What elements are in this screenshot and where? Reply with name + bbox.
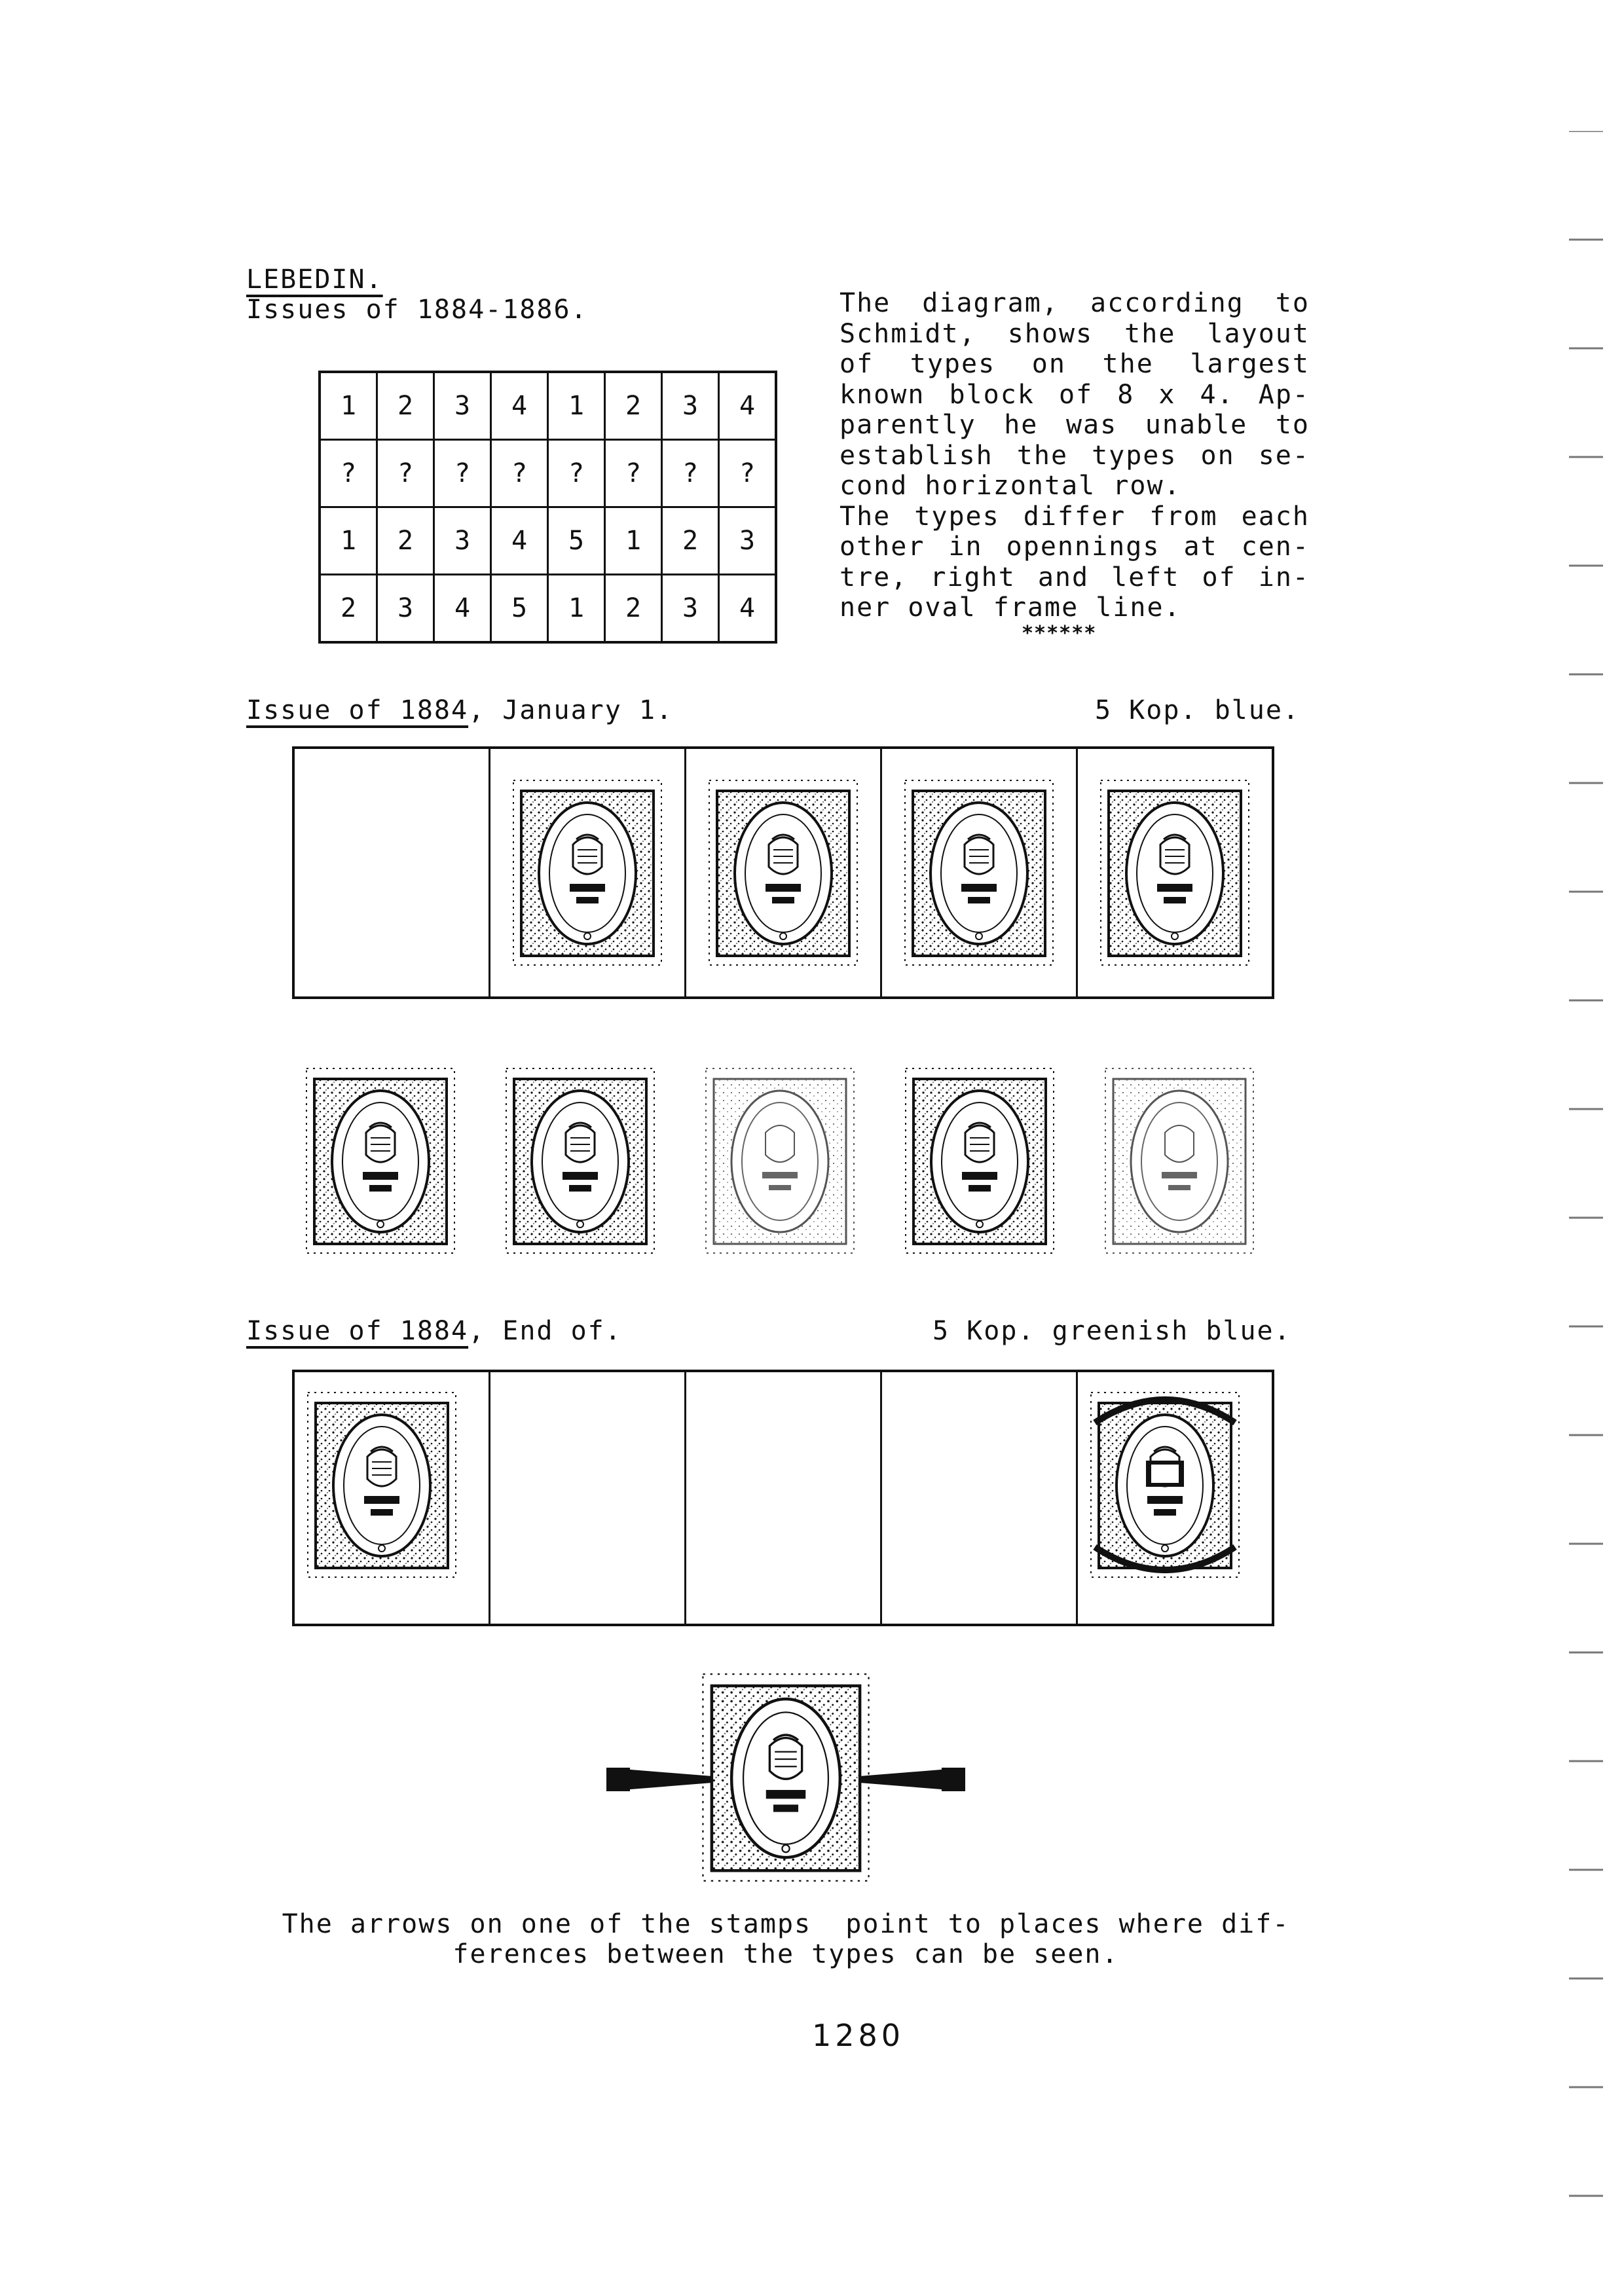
section-title: LEBEDIN. [246, 264, 383, 295]
grid-cell: 2 [662, 507, 719, 575]
notes-word: layout [1207, 318, 1310, 349]
notes-word: parently [840, 410, 976, 440]
stamp-slot [1078, 749, 1272, 996]
grid-cell: 4 [719, 575, 777, 643]
grid-cell: 3 [719, 507, 777, 575]
notes-word: according [1090, 288, 1244, 318]
empty-stamp-slot [490, 1372, 686, 1624]
notes-line [840, 380, 1310, 410]
caption-line-1: The arrows on one of the stamps point to places where dif- [282, 1909, 1290, 1939]
page-number: 1280 [812, 2018, 905, 2053]
notes-word: and [1037, 562, 1090, 592]
notes-word: he [1004, 410, 1039, 440]
notes-line [840, 349, 1310, 380]
grid-cell: 3 [377, 575, 434, 643]
grid-cell: ? [662, 440, 719, 507]
issue-2-heading-rest: , End of. [468, 1316, 622, 1346]
grid-cell: 3 [662, 575, 719, 643]
grid-cell: 2 [377, 372, 434, 440]
grid-cell: 1 [548, 372, 605, 440]
notes-word: was [1065, 410, 1118, 440]
notes-word: the [1124, 318, 1176, 349]
notes-line [840, 441, 1310, 471]
notes-word: left [1111, 562, 1180, 592]
stamp-slot [1078, 1372, 1272, 1624]
notes-word: block [949, 379, 1035, 410]
grid-cell: 4 [719, 372, 777, 440]
issue-2-heading [246, 1316, 622, 1346]
notes-word: cond horizontal row. [840, 471, 1181, 501]
notes-word: at [1183, 532, 1218, 562]
notes-word: Schmidt, [840, 318, 976, 349]
stamp-icon [299, 1059, 475, 1288]
grid-cell: 5 [491, 575, 548, 643]
notes-line [840, 410, 1310, 441]
issue-2-stamp-strip [292, 1370, 1274, 1626]
notes-word: other [840, 532, 925, 562]
grid-cell: ? [719, 440, 777, 507]
issue-1-heading-rest: , January 1. [468, 695, 674, 725]
notes-word: from [1149, 501, 1218, 532]
grid-cell: 4 [491, 507, 548, 575]
notes-word: unable [1145, 410, 1248, 440]
grid-cell: 4 [491, 372, 548, 440]
issue-1-heading-date: Issue of 1884 [246, 695, 469, 725]
grid-cell: 1 [605, 507, 662, 575]
notes-word: right [930, 562, 1016, 592]
stamp-icon [897, 771, 1061, 974]
stamp-icon [506, 771, 669, 974]
notes-word: types [1092, 440, 1177, 471]
notes-line [840, 562, 1310, 593]
notes-word: The [840, 501, 891, 532]
grid-cell: 3 [434, 372, 491, 440]
caption-line-2: ferences between the types can be seen. [452, 1939, 1119, 1969]
issue-1-value: 5 Kop. blue. [1095, 695, 1300, 725]
cancelled-stamp-icon [1083, 1383, 1266, 1613]
issue-1-stamp-strip [292, 746, 1274, 999]
arrow-diagram [602, 1663, 969, 1899]
grid-row [320, 575, 776, 643]
notes-word: of [840, 349, 874, 379]
notes-word: 4. [1200, 379, 1234, 410]
notes-word: of [1058, 379, 1094, 410]
notes-word: the [1016, 440, 1069, 471]
stamp-icon [1098, 1059, 1274, 1288]
grid-cell: 2 [605, 575, 662, 643]
stamp-icon [498, 1059, 675, 1288]
notes-word: known [840, 379, 925, 410]
notes-line [840, 288, 1310, 319]
grid-cell: 2 [605, 372, 662, 440]
grid-row [320, 372, 776, 440]
notes-word: opennings [1006, 532, 1160, 562]
notes-word: types [910, 349, 996, 379]
grid-cell: ? [491, 440, 548, 507]
stamp-slot [882, 749, 1078, 996]
notes-line [840, 319, 1310, 350]
issue-2-value: 5 Kop. greenish blue. [932, 1316, 1291, 1346]
stamp-slot [686, 749, 882, 996]
notes-word: diagram, [922, 288, 1059, 318]
grid-cell: ? [548, 440, 605, 507]
grid-cell: ? [434, 440, 491, 507]
notes-word: on [1200, 440, 1235, 471]
notes-word: largest [1190, 349, 1310, 379]
notes-word: of [1202, 562, 1236, 592]
notes-word: in [948, 532, 983, 562]
notes-word: establish [840, 440, 993, 471]
issues-subtitle: Issues of 1884-1886. [246, 295, 588, 325]
notes-word: on [1031, 349, 1066, 379]
grid-cell: 2 [320, 575, 377, 643]
stamp-slot [295, 1372, 490, 1624]
notes-word: Ap- [1258, 379, 1310, 410]
stamp-icon [703, 1674, 868, 1881]
grid-cell: 5 [548, 507, 605, 575]
empty-stamp-slot [882, 1372, 1078, 1624]
stamp-icon [1093, 771, 1257, 974]
notes-word: se- [1258, 440, 1310, 471]
notes-word: the [1102, 349, 1154, 379]
notes-word: 8 [1117, 379, 1135, 410]
notes-word: types [914, 501, 1000, 532]
grid-cell: ? [377, 440, 434, 507]
grid-cell: 3 [434, 507, 491, 575]
grid-cell: 1 [320, 507, 377, 575]
empty-stamp-slot [686, 1372, 882, 1624]
arrows-caption [249, 1909, 1323, 1969]
notes-line [840, 501, 1310, 532]
stamp-slot [490, 749, 686, 996]
notes-word: to [1275, 410, 1310, 440]
notes-word: shows [1007, 318, 1094, 349]
grid-cell: 1 [320, 372, 377, 440]
empty-stamp-slot [295, 749, 490, 996]
notes-word: x [1158, 379, 1176, 410]
grid-cell: 4 [434, 575, 491, 643]
issue-2-heading-date: Issue of 1884 [246, 1316, 469, 1346]
scan-edge-marks [1566, 131, 1606, 2226]
notes-line [840, 532, 1310, 562]
grid-cell: ? [605, 440, 662, 507]
notes-line [840, 592, 1310, 623]
notes-word: cen- [1241, 532, 1310, 562]
diagram-notes [840, 288, 1310, 623]
grid-cell: 2 [377, 507, 434, 575]
grid-cell: 1 [548, 575, 605, 643]
notes-word: to [1275, 288, 1310, 318]
separator-stars: ****** [1022, 622, 1097, 645]
notes-word: ner oval frame line. [840, 592, 1181, 623]
stamp-icon [701, 771, 865, 974]
stamp-icon [300, 1383, 483, 1613]
grid-cell: 3 [662, 372, 719, 440]
grid-cell: ? [320, 440, 377, 507]
issue-1-heading [246, 695, 673, 725]
type-layout-grid [318, 371, 777, 644]
notes-word: each [1241, 501, 1310, 532]
stamp-icon [898, 1059, 1075, 1288]
notes-word: tre, [840, 562, 908, 592]
grid-row [320, 507, 776, 575]
notes-word: The [840, 288, 891, 318]
notes-word: in- [1258, 562, 1310, 592]
stamp-icon [698, 1059, 875, 1288]
notes-line [840, 471, 1310, 501]
loose-stamps-row [299, 1059, 1274, 1295]
grid-row [320, 440, 776, 507]
notes-word: differ [1023, 501, 1126, 532]
